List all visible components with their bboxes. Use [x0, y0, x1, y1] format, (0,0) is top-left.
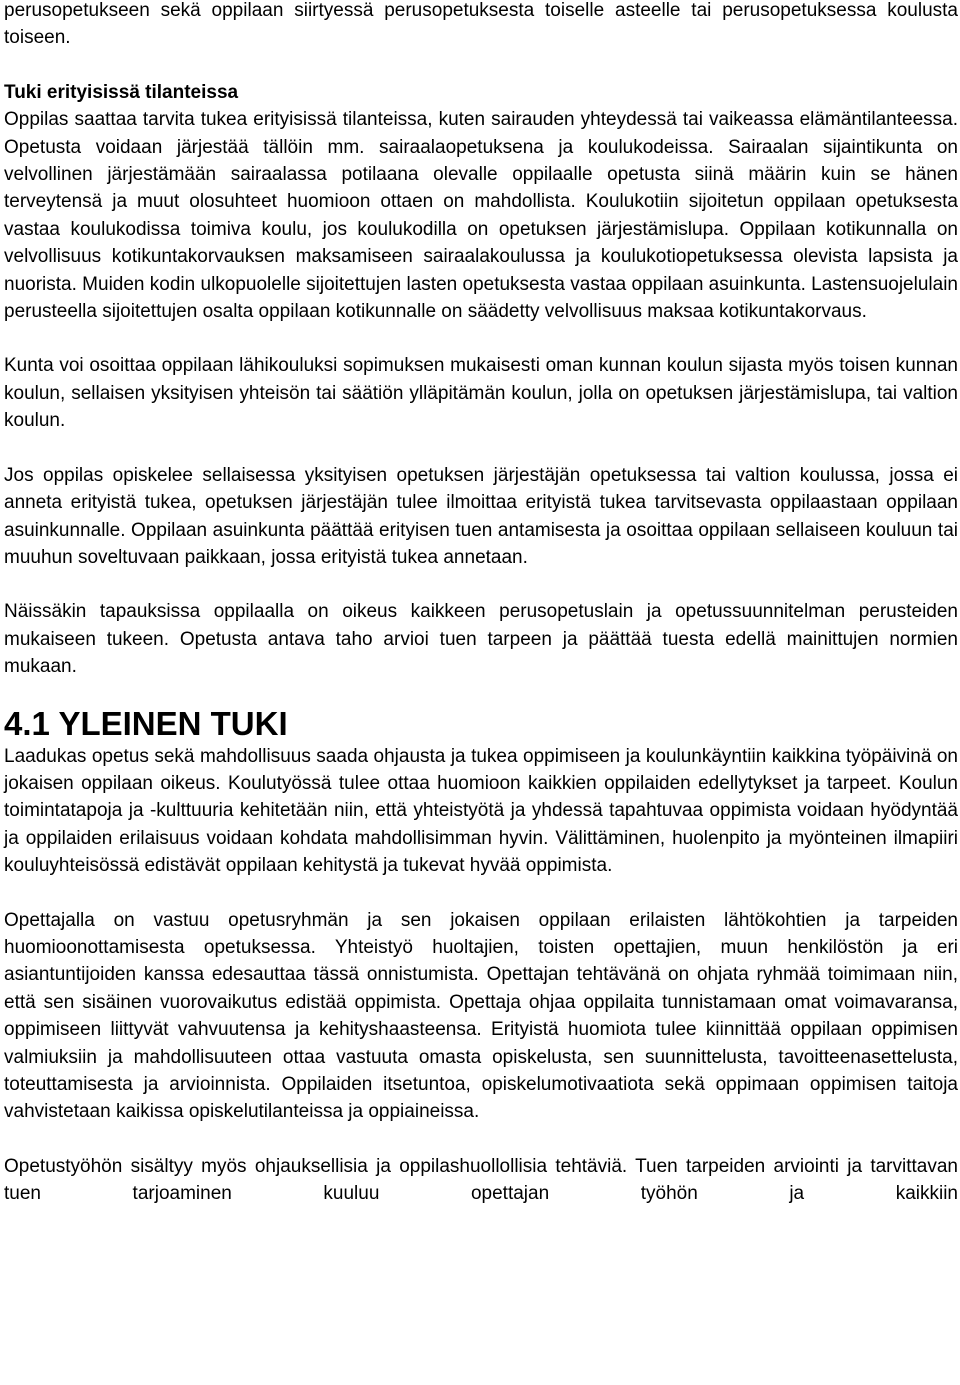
special-situations-text: Oppilas saattaa tarvita tukea erityisissä tilanteissa, kuten sairauden yhteydessä tai vaikeassa elämäntilanteessa. Opetusta voidaan järjestää tällöin mm. sairaalaopetuksena ja koulukodeissa. Sairaalan sijaintikunta on velvollinen järjestämään sairaalassa potilaana olevalle oppilaalle opetusta siinä määrin kuin se hänen terveytensä ja muut olosuhteet huomioon ottaen on mahdollista. Koulukotiin sijoitetun oppilaan opetuksesta vastaa koulukodissa toimiva koulu, jos koulukodilla on opetuksen järjestämislupa. Oppilaan kotikunnalla on velvollisuus kotikuntakorvauksen maksamiseen sairaalakoulussa ja koulukotiopetuksessa olevista lapsista ja nuorista. Muiden kodin ulkopuolelle sijoitettujen lasten opetuksesta vastaa oppilaan asuinkunta. Lastensuojelulain perusteella sijoitettujen osalta oppilaan kotikunnalle on säädetty velvollisuus maksaa kotikuntakorvaus. [4, 109, 958, 323]
special-situations-heading: Tuki erityisissä tilanteissa [4, 81, 239, 103]
municipality-paragraph: Kunta voi osoittaa oppilaan lähikouluksi sopimuksen mukaisesti oman kunnan koulun sijasta myös toisen kunnan koulun, sellaisen yksityisen yhteisön tai säätiön ylläpitämän koulun, jolla on opetuksen järjestämislupa, tai valtion koulun. [4, 355, 958, 432]
continuation-paragraph: perusopetukseen sekä oppilaan siirtyessä perusopetuksesta toiselle asteelle tai perusopetuksessa koulusta toiseen. [4, 0, 958, 49]
teacher-paragraph: Opettajalla on vastuu opetusryhmän ja sen jokaisen oppilaan erilaisten lähtökohtien ja tarpeiden huomioonottamisesta opetuksessa. Yhteistyö huoltajien, toisten opettajien, muun henkilöstön ja eri asiantuntijoiden kanssa edesauttaa tässä onnistumista. Opettajan tehtävänä on ohjata ryhmää toimimaan niin, että sen sisäinen vuorovaikutus edistää oppimista. Opettaja ohjaa oppilaita tunnistamaan omat voimavaransa, oppimiseen liittyvät vahvuutensa ja kehityshaasteensa. Erityistä huomiota tulee kiinnittää oppilaan oppimisen valmiuksiin ja mahdollisuuteen ottaa vastuuta omasta opiskelusta, sen suunnittelusta, tavoitteenasettelusta, toteuttamisesta ja arvioinnista. Oppilaiden itsetuntoa, opiskelumotivaatiota sekä oppimaan oppimisen taitoja vahvistetaan kaikissa opiskelutilanteissa ja oppiaineissa. [4, 909, 958, 1123]
guidance-paragraph: Opetustyöhön sisältyy myös ohjauksellisia ja oppilashuollollisia tehtäviä. Tuen tarpeiden arviointi ja tarvittavan tuen tarjoaminen kuuluu opettajan työhön ja kaikkiin [4, 1155, 958, 1205]
general-support-paragraph: Laadukas opetus sekä mahdollisuus saada ohjausta ja tukea oppimiseen ja koulunkäyntiin kaikkina työpäivinä on jokaisen oppilaan oikeus. Koulutyössä tulee ottaa huomioon kaikkien oppilaiden edellytykset ja tarpeet. Koulun toimintatapoja ja -kulttuuria kehitetään niin, että yhteistyötä ja yhdessä tapahtuvaa oppimista voidaan hyödyntää ja oppilaiden erilaisuus voidaan kohdata mahdollisimman hyvin. Välittäminen, huolenpito ja myönteinen ilmapiiri kouluyhteisössä edistävät oppilaan kehitystä ja tukevat hyvää oppimista. [4, 745, 958, 877]
rights-paragraph: Näissäkin tapauksissa oppilaalla on oikeus kaikkeen perusopetuslain ja opetussuunnitelman perusteiden mukaiseen tukeen. Opetusta antava taho arvioi tuen tarpeen ja päättää tuesta edellä mainittujen normien mukaan. [4, 601, 958, 678]
document-page [4, 0, 958, 1208]
private-provider-paragraph: Jos oppilas opiskelee sellaisessa yksityisen opetuksen järjestäjän opetuksessa tai valtion koulussa, jossa ei anneta erityistä tukea, opetuksen järjestäjän tulee ilmoittaa erityistä tukea tarvitsevasta oppilaastaan oppilaan asuinkunnalle. Oppilaan asuinkunta päättää erityisen tuen antamisesta ja osoittaa oppilaan sellaiseen kouluun tai muuhun soveltuvaan paikkaan, jossa erityistä tukea annetaan. [4, 464, 958, 568]
section-heading: 4.1 YLEINEN TUKI [4, 704, 288, 742]
special-situations-paragraph [4, 79, 958, 326]
